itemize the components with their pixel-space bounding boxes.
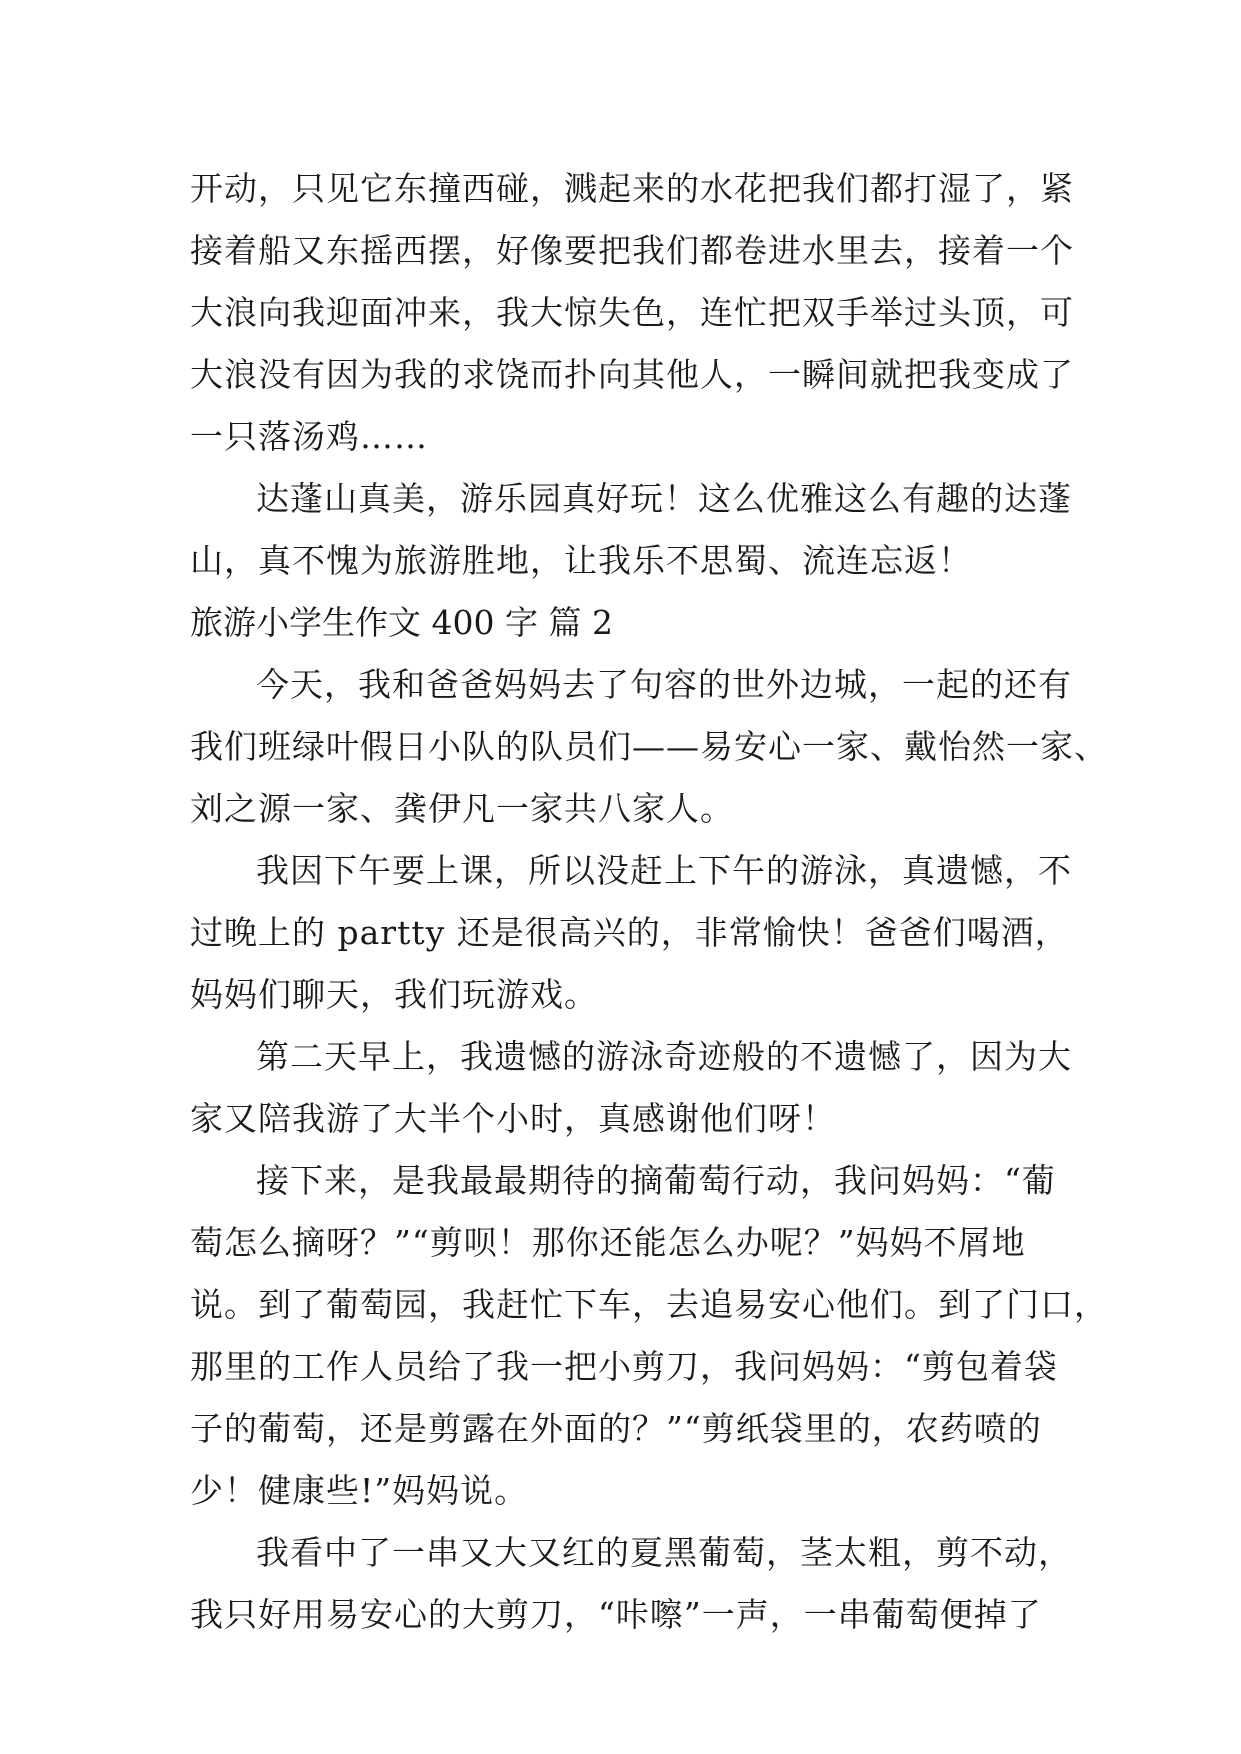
text-line: 少！健康些!”妈妈说。 [190, 1471, 529, 1510]
paragraph-2 [190, 468, 1072, 592]
text-line: 开动，只见它东撞西碰，溅起来的水花把我们都打湿了，紧 [190, 169, 1074, 208]
text-line: 第二天早上，我遗憾的游泳奇迹般的不遗憾了，因为大 [256, 1037, 1072, 1076]
text-line: 我们班绿叶假日小队的队员们——易安心一家、戴怡然一家、 [190, 727, 1108, 766]
text-line: 家又陪我游了大半个小时，真感谢他们呀！ [190, 1099, 836, 1138]
text-line: 妈妈们聊天，我们玩游戏。 [190, 975, 598, 1014]
text-line: 大浪向我迎面冲来，我大惊失色，连忙把双手举过头顶，可 [190, 293, 1074, 332]
text-line: 山，真不愧为旅游胜地，让我乐不思蜀、流连忘返！ [190, 541, 972, 580]
text-line: 子的葡萄，还是剪露在外面的？”“剪纸袋里的，农药喷的 [190, 1409, 1042, 1448]
text-line: 一只落汤鸡…… [190, 417, 428, 456]
text-line: 那里的工作人员给了我一把小剪刀，我问妈妈：“剪包着袋 [190, 1347, 1058, 1386]
text-line: 今天，我和爸爸妈妈去了句容的世外边城，一起的还有 [256, 665, 1072, 704]
text-line: 我看中了一串又大又红的夏黑葡萄，茎太粗，剪不动， [256, 1533, 1072, 1572]
text-line: 刘之源一家、龚伊凡一家共八家人。 [190, 789, 734, 828]
text-line: 萄怎么摘呀？”“剪呗！那你还能怎么办呢？”妈妈不屑地 [190, 1223, 1026, 1262]
text-line: 接着船又东摇西摆，好像要把我们都卷进水里去，接着一个 [190, 231, 1074, 270]
paragraph-1 [190, 158, 1074, 468]
text-line: 过晚上的 partty 还是很高兴的，非常愉快！爸爸们喝酒， [190, 913, 1069, 952]
paragraph-4 [190, 840, 1072, 1026]
text-line: 我因下午要上课，所以没赶上下午的游泳，真遗憾，不 [256, 851, 1072, 890]
paragraph-7 [190, 1522, 1072, 1646]
text-line: 我只好用易安心的大剪刀，“咔嚓”一声，一串葡萄便掉了 [190, 1595, 1042, 1634]
paragraph-6 [190, 1150, 1108, 1522]
section-heading: 旅游小学生作文 400 字 篇 2 [190, 603, 613, 642]
text-line: 大浪没有因为我的求饶而扑向其他人，一瞬间就把我变成了 [190, 355, 1074, 394]
text-line: 达蓬山真美，游乐园真好玩！这么优雅这么有趣的达蓬 [256, 479, 1072, 518]
document-body [190, 158, 1108, 1646]
paragraph-3 [190, 654, 1108, 840]
text-line: 说。到了葡萄园，我赶忙下车，去追易安心他们。到了门口， [190, 1285, 1108, 1324]
paragraph-5 [190, 1026, 1072, 1150]
text-line: 接下来，是我最最期待的摘葡萄行动，我问妈妈：“葡 [256, 1161, 1056, 1200]
